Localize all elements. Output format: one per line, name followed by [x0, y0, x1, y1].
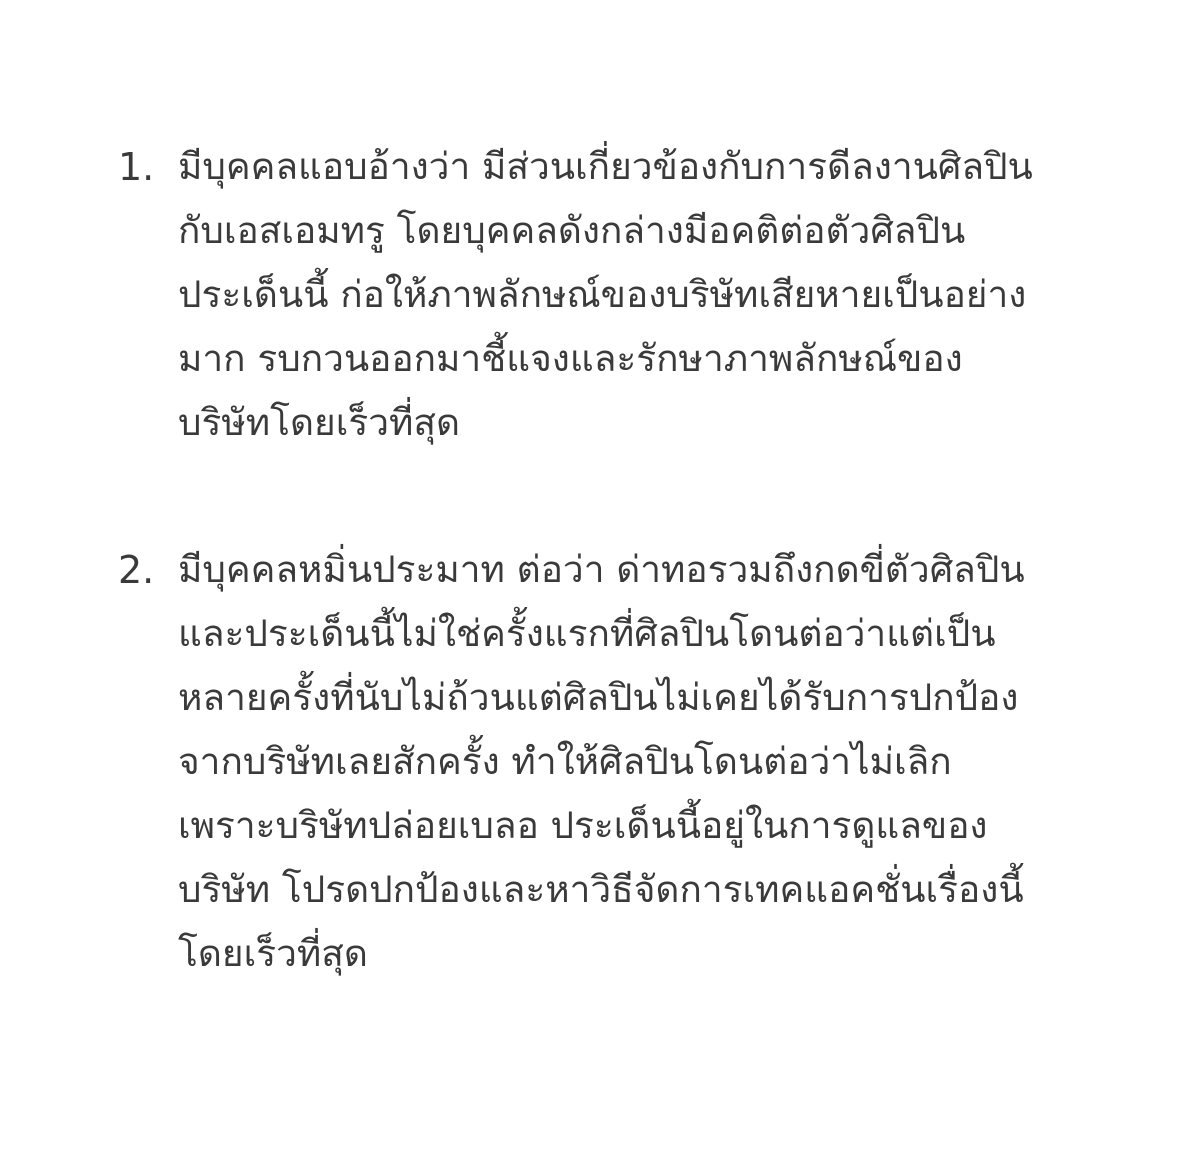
text-line: บริษัทโดยเร็วที่สุด — [178, 401, 461, 444]
list-item-number: 2. — [118, 548, 155, 592]
text-line: เพราะบริษัทปล่อยเบลอ ประเด็นนี้อยู่ในการดูแลของ — [178, 804, 988, 847]
text-line: มาก รบกวนออกมาชี้แจงและรักษาภาพลักษณ์ของ — [178, 337, 963, 380]
text-line: กับเอสเอมทรู โดยบุคคลดังกล่างมีอคติต่อตัวศิลปิน — [178, 209, 966, 252]
text-line: มีบุคคลแอบอ้างว่า มีส่วนเกี่ยวข้องกับการดีลงานศิลปิน — [178, 145, 1033, 188]
text-line: ประเด็นนี้ ก่อให้ภาพลักษณ์ของบริษัทเสียหายเป็นอย่าง — [178, 273, 1027, 316]
text-line: และประเด็นนี้ไม่ใช่ครั้งแรกที่ศิลปินโดนต่อว่าแต่เป็น — [178, 612, 996, 655]
list-item-text — [178, 540, 1178, 988]
text-line: บริษัท โปรดปกป้องและหาวิธีจัดการเทคแอคชั่นเรื่องนี้ — [178, 868, 1024, 911]
list-item-number: 1. — [118, 145, 155, 189]
text-line: หลายครั้งที่นับไม่ถ้วนแต่ศิลปินไม่เคยได้รับการปกป้อง — [178, 676, 1019, 719]
text-line: โดยเร็วที่สุด — [178, 932, 368, 975]
list-item-text — [178, 137, 1178, 457]
text-line: จากบริษัทเลยสักครั้ง ทำให้ศิลปินโดนต่อว่าไม่เลิก — [178, 740, 952, 783]
text-line: มีบุคคลหมิ่นประมาท ต่อว่า ด่าทอรวมถึงกดขี่ตัวศิลปิน — [178, 548, 1025, 591]
